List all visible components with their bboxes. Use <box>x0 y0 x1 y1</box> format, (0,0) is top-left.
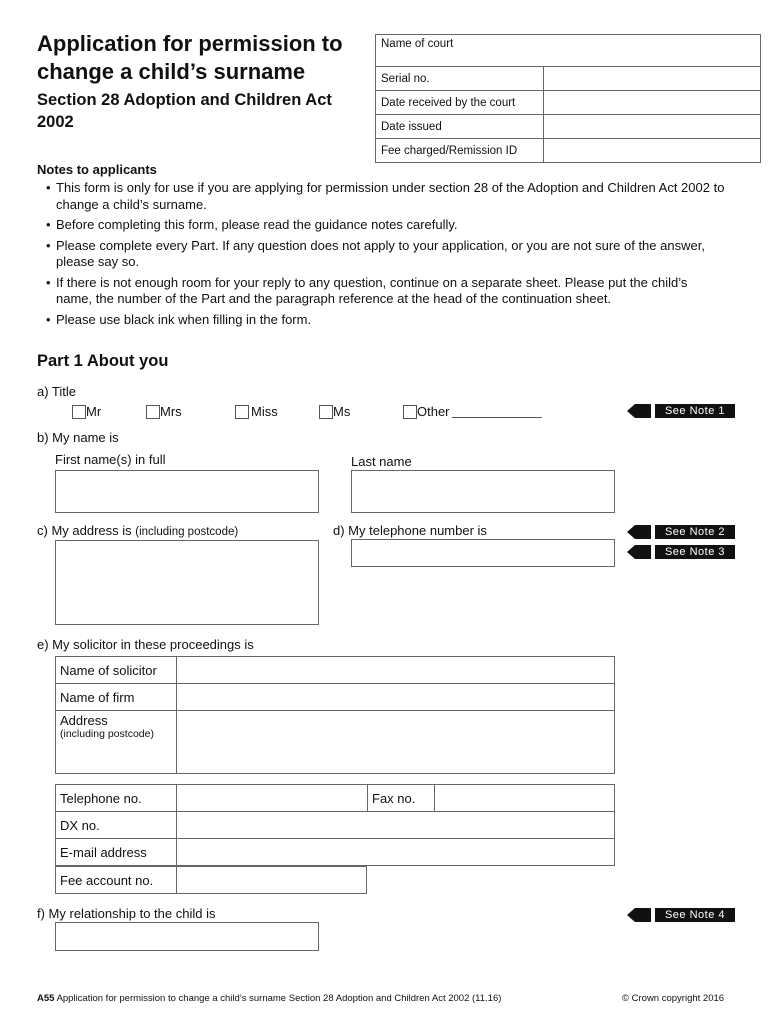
other-checkbox[interactable] <box>403 405 417 419</box>
mr-checkbox[interactable] <box>72 405 86 419</box>
form-code: A55 <box>37 993 55 1004</box>
copyright: © Crown copyright 2016 <box>622 993 725 1004</box>
arrow-left-icon <box>627 404 635 418</box>
see-note-1-tag <box>627 404 735 417</box>
last-name-input[interactable] <box>351 470 615 513</box>
arrow-left-icon <box>627 525 635 539</box>
see-note-2-tag <box>627 525 735 538</box>
form-title: Application for permission to change a child’s surname <box>37 31 343 84</box>
title-option-ms[interactable] <box>319 404 350 419</box>
notes-heading: Notes to applicants <box>37 162 157 177</box>
dx-no-input[interactable] <box>177 812 615 839</box>
see-note-1: See Note 1 <box>655 404 735 418</box>
part1-heading: Part 1 About you <box>37 352 169 370</box>
date-received-field[interactable] <box>544 91 761 115</box>
note-item: • This form is only for use if you are applying for permission under section 28 of the Adoption and Children Act 2002 to change a child’s surname. <box>46 180 726 213</box>
note-item: • If there is not enough room for your reply to any question, continue on a separate sheet. Please put the child’s name, the number of the Part and the paragraph reference at the head of the continuation sheet. <box>46 275 726 308</box>
name-of-court-label: Name of court <box>381 38 454 50</box>
email-label: E-mail address <box>56 839 177 866</box>
notes-list <box>46 180 726 332</box>
solicitor-name-label: Name of solicitor <box>56 657 177 684</box>
solicitor-table-2 <box>55 784 615 866</box>
name-label: b) My name is <box>37 430 119 445</box>
fee-account-label: Fee account no. <box>56 867 177 894</box>
date-issued-field[interactable] <box>544 115 761 139</box>
name-of-court-field[interactable] <box>376 35 761 67</box>
note-item: • Please complete every Part. If any question does not apply to your application, or you are not sure of the answer, please say so. <box>46 238 726 271</box>
fax-no-label: Fax no. <box>368 785 435 812</box>
last-name-label: Last name <box>351 454 412 469</box>
serial-no-field[interactable] <box>544 67 761 91</box>
see-note-2: See Note 2 <box>655 525 735 539</box>
court-use-box <box>375 34 761 163</box>
first-name-label: First name(s) in full <box>55 452 166 467</box>
other-label: Other <box>417 404 450 419</box>
form-description: Application for permission to change a child’s surname Section 28 Adoption and Children Act 2002 (11.16) <box>56 993 502 1004</box>
fee-account-input[interactable] <box>177 867 367 894</box>
address-hint: (including postcode) <box>135 526 239 538</box>
title-option-miss[interactable] <box>235 404 278 419</box>
other-title-line[interactable] <box>452 405 542 418</box>
miss-checkbox[interactable] <box>235 405 249 419</box>
address-input[interactable] <box>55 540 319 625</box>
firm-name-input[interactable] <box>177 684 615 711</box>
telephone-no-label: Telephone no. <box>56 785 177 812</box>
arrow-left-icon <box>627 545 635 559</box>
fee-charged-label: Fee charged/Remission ID <box>376 139 544 163</box>
solicitor-telephone-input[interactable] <box>177 785 368 812</box>
title-option-other[interactable] <box>403 404 542 419</box>
title-label: a) Title <box>37 384 77 399</box>
address-label-wrap <box>37 523 238 538</box>
date-received-label: Date received by the court <box>376 91 544 115</box>
date-issued-label: Date issued <box>376 115 544 139</box>
title-option-mrs[interactable] <box>146 404 182 419</box>
solicitor-label: e) My solicitor in these proceedings is <box>37 637 254 652</box>
mrs-checkbox[interactable] <box>146 405 160 419</box>
fee-charged-field[interactable] <box>544 139 761 163</box>
solicitor-address-cell <box>56 711 177 774</box>
footer-form-ref <box>37 993 501 1004</box>
relationship-label: f) My relationship to the child is <box>37 906 216 921</box>
note-item: • Before completing this form, please read the guidance notes carefully. <box>46 217 726 234</box>
dx-no-label: DX no. <box>56 812 177 839</box>
see-note-3-tag <box>627 545 735 558</box>
address-label: c) My address is <box>37 523 132 538</box>
solicitor-address-input[interactable] <box>177 711 615 774</box>
miss-label: Miss <box>251 404 278 419</box>
see-note-4-tag <box>627 908 735 921</box>
see-note-4: See Note 4 <box>655 908 735 922</box>
telephone-label: d) My telephone number is <box>333 523 487 538</box>
see-note-3: See Note 3 <box>655 545 735 559</box>
title-option-mr[interactable] <box>72 404 101 419</box>
note-item: • Please use black ink when filling in the form. <box>46 312 726 329</box>
solicitor-address-label: Address <box>60 713 108 728</box>
mr-label: Mr <box>86 404 102 419</box>
solicitor-table-3 <box>55 866 367 894</box>
solicitor-name-input[interactable] <box>177 657 615 684</box>
arrow-left-icon <box>627 908 635 922</box>
email-input[interactable] <box>177 839 615 866</box>
solicitor-address-hint: (including postcode) <box>60 728 154 740</box>
first-name-input[interactable] <box>55 470 319 513</box>
mrs-label: Mrs <box>160 404 182 419</box>
solicitor-table-1 <box>55 656 615 774</box>
serial-no-label: Serial no. <box>376 67 544 91</box>
relationship-input[interactable] <box>55 922 319 951</box>
form-subtitle: Section 28 Adoption and Children Act 2002 <box>37 91 332 131</box>
telephone-input[interactable] <box>351 539 615 567</box>
ms-checkbox[interactable] <box>319 405 333 419</box>
fax-no-input[interactable] <box>435 785 615 812</box>
firm-name-label: Name of firm <box>56 684 177 711</box>
ms-label: Ms <box>333 404 351 419</box>
